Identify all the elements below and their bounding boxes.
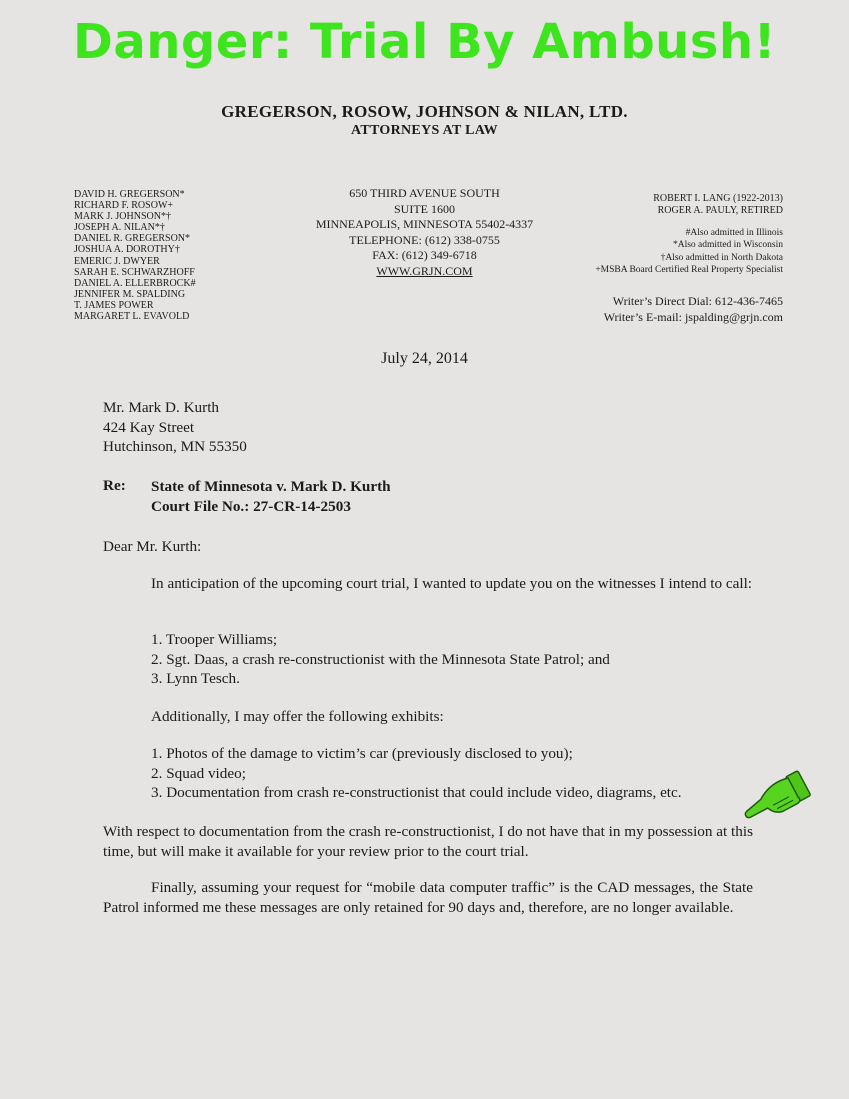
address-line: MINNEAPOLIS, MINNESOTA 55402-4337 [315, 217, 534, 232]
list-item: 2. Squad video; [151, 764, 246, 782]
phone-line: TELEPHONE: (612) 338-0755 [349, 232, 500, 247]
list-item: 3. Lynn Tesch. [151, 670, 240, 688]
partner-name: RICHARD F. ROSOW+ [74, 200, 174, 212]
list-item: 2. Sgt. Daas, a crash re-constructionist with the Minnesota State Patrol; and [151, 650, 610, 668]
admission-note: #Also admitted in Illinois [685, 228, 783, 238]
list-item: 1. Trooper Williams; [151, 631, 278, 648]
address-line: 650 THIRD AVENUE SOUTH [349, 186, 500, 200]
of-counsel-name: ROBERT I. LANG (1922-2013) [653, 193, 783, 204]
court-file-number: Court File No.: 27-CR-14-2503 [151, 497, 351, 515]
admission-note: *Also admitted in Wisconsin [672, 240, 783, 251]
direct-dial: Writer’s Direct Dial: 612-436-7465 [612, 294, 783, 308]
pointing-hand-icon [740, 766, 828, 826]
case-caption: State of Minnesota v. Mark D. Kurth [151, 478, 391, 495]
paragraph-documentation: With respect to documentation from the crash re-constructionist, I do not have that in my possession at this time, but will make it available for your review prior to the court trial. [103, 823, 753, 860]
firm-name: GREGERSON, ROSOW, JOHNSON & NILAN, LTD. [221, 102, 628, 121]
re-subject [151, 477, 391, 516]
partner-name: MARK J. JOHNSON*† [74, 211, 171, 223]
partner-name: EMERIC J. DWYER [74, 255, 160, 267]
partner-name: MARGARET L. EVAVOLD [74, 311, 190, 323]
partner-name: JENNIFER M. SPALDING [74, 288, 186, 300]
writer-contact [604, 294, 783, 325]
paragraph-cad-messages: Finally, assuming your request for “mobile data computer traffic” is the CAD messages, the State Patrol informed me these messages are only retained for 90 days and, therefore, are no longer available. [103, 879, 753, 916]
fax-line: FAX: (612) 349-6718 [372, 248, 477, 263]
addressee-line: Hutchinson, MN 55350 [103, 438, 247, 456]
partner-name: T. JAMES POWER [74, 299, 154, 311]
re-label: Re: [103, 477, 126, 494]
addressee-line: Mr. Mark D. Kurth [103, 399, 220, 416]
witness-list [151, 630, 610, 689]
exhibit-list [151, 744, 682, 803]
of-counsel-name: ROGER A. PAULY, RETIRED [657, 204, 783, 216]
admission-notes [595, 227, 783, 277]
partner-name: JOSEPH A. NILAN*† [74, 222, 165, 234]
partner-name: DANIEL R. GREGERSON* [74, 233, 191, 245]
address-line: SUITE 1600 [394, 201, 455, 216]
firm-subtitle: ATTORNEYS AT LAW [351, 123, 498, 138]
letter-date: July 24, 2014 [381, 350, 468, 367]
addressee-block [103, 398, 247, 457]
partner-name: DANIEL A. ELLERBROCK# [74, 277, 196, 289]
addressee-line: 424 Kay Street [103, 418, 195, 436]
salutation: Dear Mr. Kurth: [103, 538, 202, 555]
website-link[interactable]: WWW.GRJN.COM [376, 263, 473, 278]
writer-email: Writer’s E-mail: jspalding@grjn.com [603, 309, 783, 324]
list-item: 1. Photos of the damage to victim’s car (previously disclosed to you); [151, 745, 573, 762]
partner-name: DAVID H. GREGERSON* [74, 189, 185, 200]
paragraph-witnesses-intro: In anticipation of the upcoming court trial, I wanted to update you on the witnesses I intend to call: [151, 575, 753, 592]
of-counsel-list [653, 193, 783, 216]
partner-name: JOSHUA A. DOROTHY† [74, 244, 180, 256]
partner-name: SARAH E. SCHWARZHOFF [74, 266, 195, 278]
admission-note: +MSBA Board Certified Real Property Specialist [595, 265, 783, 276]
list-item: 3. Documentation from crash re-constructionist that could include video, diagrams, etc. [151, 784, 682, 802]
admission-note: †Also admitted in North Dakota [660, 252, 783, 263]
paragraph-exhibits-intro: Additionally, I may offer the following exhibits: [151, 708, 444, 725]
page-banner-title: Danger: Trial By Ambush! [73, 14, 776, 70]
